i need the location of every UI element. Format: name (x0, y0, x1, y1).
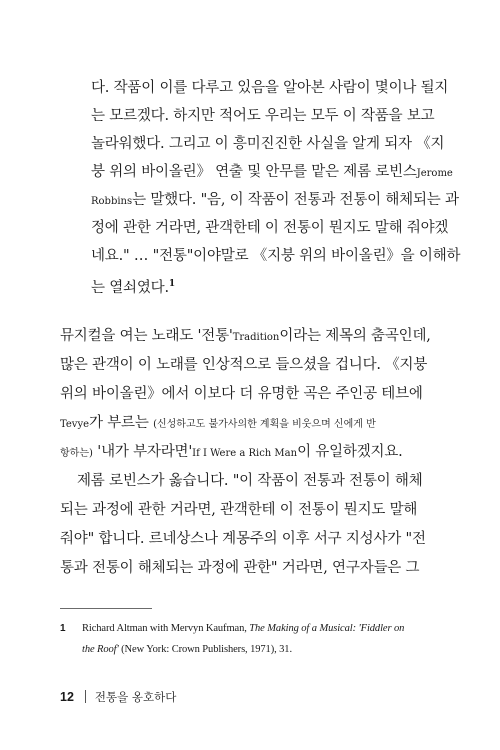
body-line: 많은 관객이 이 노래를 인상적으로 들으셨을 겁니다. 《지붕 (60, 357, 428, 373)
footnote-divider (60, 608, 152, 609)
body-line: 항하는) '내가 부자라면'If I Were a Rich Man이 유일하겠지요. (60, 444, 403, 460)
book-title-end: the Roof' (82, 644, 119, 655)
body-line: Tevye가 부르는 (신성하고도 불가사의한 계획을 비웃으며 신에게 반 (60, 415, 376, 431)
quote-line: 는 열쇠였다.$^1$ (91, 279, 175, 296)
gloss-tevye: Tevye (60, 419, 90, 430)
quote-line: 는 모르겠다. 하지만 적어도 우리는 모두 이 작품을 보고 (91, 108, 435, 124)
footnote-number: 1 (60, 623, 66, 634)
quote-line: 다. 작품이 이를 다루고 있음을 알아본 사람이 몇이나 될지 (91, 80, 449, 96)
body-text (60, 322, 444, 583)
running-title: 전통을 옹호하다 (94, 690, 177, 704)
footer-separator (85, 690, 86, 703)
gloss-rich-man: If I Were a Rich Man (192, 448, 298, 459)
body-line: 되는 과정에 관한 거라면, 관객한테 이 전통이 뭔지도 말해 (60, 502, 418, 518)
body-line: 제롬 로빈스가 옳습니다. "이 작품이 전통과 전통이 해체 (77, 473, 423, 489)
page-number: 12 (60, 690, 74, 704)
block-quote (91, 74, 461, 298)
body-line: 뮤지컬을 여는 노래도 '전통'Tradition이라는 제목의 춤곡인데, (60, 328, 431, 344)
quote-line: 붕 위의 바이올린》 연출 및 안무를 맡은 제롬 로빈스Jerome (91, 164, 453, 180)
gloss-tradition: Tradition (232, 332, 280, 343)
running-footer (60, 687, 176, 707)
quote-line: 정에 관한 거라면, 관객한테 이 전통이 뭔지도 말해 줘야겠 (91, 220, 449, 236)
parenthetical-note: (신성하고도 불가사의한 계획을 비웃으며 신에게 반 (153, 419, 376, 430)
footnote (60, 618, 444, 660)
parenthetical-note-end: 항하는) (60, 448, 93, 459)
body-line: 위의 바이올린》에서 이보다 더 유명한 곡은 주인공 테브에 (60, 386, 423, 402)
quote-line: Robbins는 말했다. "음, 이 작품이 전통과 전통이 해체되는 과 (91, 192, 459, 208)
body-line: 통과 전통이 해체되는 과정에 관한" 거라면, 연구자들은 그 (60, 560, 420, 576)
footnote-line: 1 Richard Altman with Mervyn Kaufman, The Making of a Musical: 'Fiddler on (60, 618, 444, 639)
book-title: The Making of a Musical: 'Fiddler on (249, 623, 405, 634)
quote-line: 네요." … "전통"이야말로 《지붕 위의 바이올린》을 이해하 (91, 248, 461, 264)
gloss-jerome: Jerome (416, 168, 453, 179)
body-line: 줘야" 합니다. 르네상스나 계몽주의 이후 서구 지성사가 "전 (60, 531, 426, 547)
footnote-marker[interactable]: 1 (168, 279, 175, 289)
gloss-robbins: Robbins (91, 196, 133, 207)
quote-line: 놀라워했다. 그리고 이 흥미진진한 사실을 알게 되자 《지 (91, 136, 445, 152)
footnote-line: the Roof' (New York: Crown Publishers, 1971), 31. (82, 644, 292, 655)
